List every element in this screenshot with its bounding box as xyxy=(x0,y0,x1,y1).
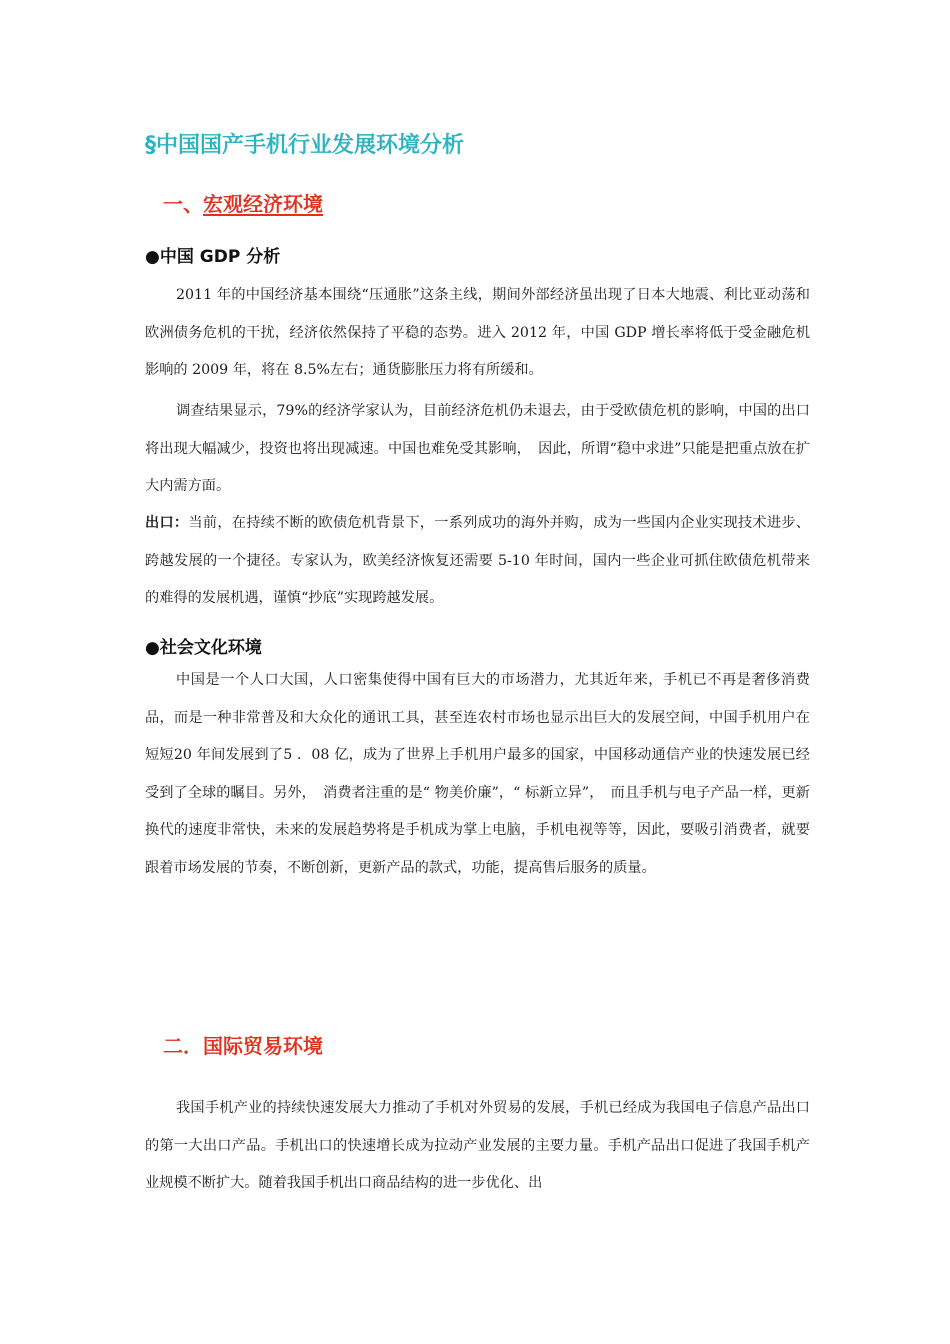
paragraph-social-culture: 中国是一个人口大国，人口密集使得中国有巨大的市场潜力，尤其近年来，手机已不再是奢侈消费品，而是一种非常普及和大众化的通讯工具，甚至连农村市场也显示出巨大的发展空间，中国手机用户在短短20 年间发展到了5 ．08 亿，成为了世界上手机用户最多的国家，中国移动通信产业的快速发展已经受到了全球的瞩目。另外， 消费者注重的是“ 物美价廉”，“ 标新立异”， 而且手机与电子产品一样，更新换代的速度非常快，未来的发展趋势将是手机成为掌上电脑，手机电视等等，因此，要吸引消费者，就要跟着市场发展的节奏，不断创新，更新产品的款式，功能，提高售后服务的质量。 xyxy=(145,672,810,876)
section-heading-text: 宏观经济环境 xyxy=(203,192,323,216)
paragraph-trade: 我国手机产业的持续快速发展大力推动了手机对外贸易的发展，手机已经成为我国电子信息产品出口的第一大出口产品。手机出口的快速增长成为拉动产业发展的主要力量。手机产品出口促进了我国手机产业规模不断扩大。随着我国手机出口商品结构的进一步优化、出 xyxy=(145,1100,810,1191)
export-text: 当前，在持续不断的欧债危机背景下，一系列成功的海外并购，成为一些国内企业实现技术进步、跨越发展的一个捷径。专家认为，欧美经济恢复还需要 5-10 年时间，国内一些企业可抓住欧债危机带来的难得的发展机遇，谨慎“抄底”实现跨越发展。 xyxy=(145,515,810,606)
paragraph-gdp-1: 2011 年的中国经济基本围绕“压通胀”这条主线，期间外部经济虽出现了日本大地震、利比亚动荡和欧洲债务危机的干扰，经济依然保持了平稳的态势。进入 2012 年，中国 GDP 增长率将低于受金融危机影响的 2009 年，将在 8.5%左右；通货膨胀压力将有所缓和。 xyxy=(145,287,810,378)
export-lead: 出口： xyxy=(145,515,189,531)
subheading-social-culture: ●社会文化环境 xyxy=(145,638,262,658)
section-heading-trade: 二．国际贸易环境 xyxy=(163,1034,323,1058)
paragraph-gdp-2: 调查结果显示，79%的经济学家认为，目前经济危机仍未退去，由于受欧债危机的影响，中国的出口将出现大幅减少，投资也将出现减速。中国也难免受其影响， 因此，所谓“稳中求进”只能是把重点放在扩大内需方面。 xyxy=(145,403,810,494)
section-heading-macro-economy xyxy=(163,188,810,217)
paragraph-export xyxy=(145,505,810,618)
document-title: §中国国产手机行业发展环境分析 xyxy=(145,133,465,158)
subheading-gdp: ●中国 GDP 分析 xyxy=(145,247,281,267)
section-number: 一、 xyxy=(163,192,203,216)
